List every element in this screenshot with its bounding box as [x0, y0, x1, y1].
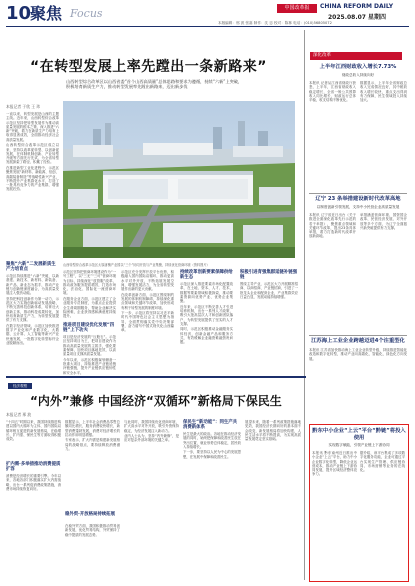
paragraph: 同时，示范区积极推动金融服务实体经济，创新金融产品和服务方式，有效缓解企业融资难融资贵问题。: [180, 327, 233, 345]
bottom-column-1: [6, 420, 61, 460]
paragraph: 本报讯 江苏省加快推动海上工业企业转型升级，持续推进智能化改造和数字化转型，推动产业向高端化、智能化、绿色化方向发展。: [309, 348, 407, 361]
editor-credits: 本版编辑：邢 波 张嘉 制作：沈 忠 校对：陈林 电话：(010)56805072: [218, 21, 332, 25]
sidebar-divider: [309, 193, 407, 194]
paragraph: 本报讯 辽宁省近日出台《关于推进全面深化改革先行示范的若干举措》，聚焦重点领域和关键环节改革，提出23条具体举措，着力打造新时代改革开放新高地。: [309, 213, 356, 239]
paper-badge: 中国改革报: [277, 4, 317, 13]
photo-caption: 山西转型综合改革示范区太原唐槐产业园以“三个”协同开放与产业集聚，持续优化营商环境（资料图片）: [63, 263, 210, 267]
sidebar-tag: 深化改革: [313, 53, 331, 58]
lead-photo: [63, 101, 295, 258]
section-title-en: Focus: [70, 7, 103, 20]
lead-headline: “在转型发展上率先蹚出一条新路来”: [30, 59, 267, 75]
paragraph: 在改革创新方面，示范区围绕制约发展的体制机制障碍，持续深化重点领域和关键环节改革，加快形成有利于转型发展的制度环境。: [121, 292, 174, 310]
paragraph: 围绕主导产业，示范区大力开展精准招商、以商招商、产业链招商，引进了一批龙头企业和配套企业，产业集群效应日益凸显，发展动能持续增强。: [240, 282, 298, 299]
paragraph: 坚持把科技创新作为第一动力，示范区大力实施创新驱动发展战略，不断完善科技创新体系，培育壮大创新主体，推动科技成果转化，加快培育新质生产力，为转型发展提供了有力支撑。: [6, 296, 59, 323]
sidebar-item-3-title: 江苏海上工业企业跨越迈进4个注重型化: [311, 338, 405, 344]
bottom-section-rule: [6, 376, 306, 378]
lead-column-3: [121, 270, 174, 371]
lead-column-5: [240, 282, 298, 371]
paragraph: 在服务企业方面，示范区建立了企业服务专员制度，为重点企业提供全生命周期服务，帮助企业解决实际困难，企业获得感和满意度持续提升。: [63, 296, 116, 319]
lead-subhead-3: 持续改革创新要素保障供给新生态: [180, 270, 233, 281]
sidebar-item-2-title: 辽宁 23 条举措建设新时代改革高地: [315, 196, 401, 202]
paragraph: 今年以来，示范区积极谋划储备一批重大项目，持续推进产业链延链补链强链，提升产业链供应链韧性和安全水平。: [63, 357, 116, 375]
paragraph: 本报讯 黔东南州近日推出中小企业“上云”平台，助力中小企业数字化转型，降低企业运营成本，推动产业链上下游协同发展，提升区域经济整体竞争力。: [312, 451, 357, 477]
sidebar-item-3-text: [309, 348, 407, 420]
sidebar-item-1-title: 上半年江西财政收入增长7.73%: [319, 64, 397, 70]
bottom-subhead-2: 稳外贸·开放格局持续拓展: [65, 512, 115, 517]
paragraph: 示范区充分发挥开放平台优势，积极融入国内国际双循环，推动更高水平对外开放，不断拓展发展空间，增强发展活力，为全省转型发展作出新的更大贡献。: [121, 270, 174, 292]
sidebar-item-2-col-b: [360, 213, 407, 333]
paragraph: 近年来，示范区不断完善人才引进培养机制，出台一系列人才政策，吸引大批高层次人才和创新团队落户，为转型发展提供了坚实的人才支撑。: [180, 304, 233, 326]
sidebar-tag-bar: [310, 52, 402, 60]
paragraph: 据介绍，该平台集成了多项数字化服务功能，企业可通过平台实现生产管理、供应链协同、市场营销等业务的在线化。: [360, 451, 405, 473]
paragraph: 在数字经济领域，示范区加快推进数字产业化和产业数字化，大数据、云计算、人工智能等新兴产业快速发展，一批数字化转型标杆企业脱颖而出。: [6, 323, 59, 345]
issue-date: 2025.08.07 星期四: [328, 14, 387, 21]
paragraph: 消费是经济增长的重要引擎。今年以来，各地各部门积极落实扩大内需战略，出台一系列促消费政策措施，消费市场持续恢复向好。: [6, 474, 61, 491]
industrial-park-illustration: [63, 101, 295, 258]
paragraph: 示范区深入推进要素市场化配置改革，在土地、资本、人才、技术、数据等要素领域积极探索，推动要素资源向优势产业、优势企业集聚。: [180, 282, 233, 304]
lead-subhead-1: 聚焦“六新”二发展新质生产力培育点: [6, 262, 56, 273]
sidebar-item-4-subtitle: 实现数字赋能，引领产业链上下游协同: [328, 443, 390, 447]
bottom-section-label: 经济观察: [8, 383, 32, 389]
paragraph: 展望未来，随着一系列政策措施落地见效，我国经济长期向好的基本面不会改变，新发展格局将加快构建，人民生活水平将不断提高，为实现高质量发展奠定坚实基础。: [245, 420, 301, 442]
header-rule: [6, 26, 409, 27]
lead-column-4: [180, 282, 233, 371]
lead-subhead-2: 推进项目建设优化发展“四链”上下功夫: [63, 323, 115, 334]
lead-subhead-4: 积极引进育强集群延链补链强链: [240, 270, 298, 281]
bottom-column-3: [124, 420, 179, 580]
bottom-column-2b: [65, 524, 120, 580]
column-divider: [304, 30, 305, 580]
sidebar-item-4-col-a: [312, 451, 357, 577]
paragraph: 业内人士认为，坚持“内外兼修”，是应对复杂外部环境的关键之举。: [124, 434, 179, 443]
lead-column-1b: [6, 274, 59, 370]
lead-subheadline: 山西转型综合改革区以山西省委“首个山西高质量”总体思路和要求为遵循，持续“六新”上突破，积极培育新质生产力，推动转型发展率先蹚出新路来，迈出新步伐: [66, 79, 243, 90]
bottom-headline: “内外”兼修 中国经济“双循环”新格局下保民生: [30, 394, 282, 408]
paragraph: 示范区坚持把营商环境建设作为“一号工程”，以“三无”“三可”营商环境为目标，持续深化“放管服”改革，推动政务服务提质增效，打造市场化、法治化、国际化一流营商环境。: [63, 270, 116, 296]
paragraph: “十四五”时期以来，我国持续推进构建以国内大循环为主体、国内国际双循环相互促进的新发展格局，在稳增长、扩内需、保民生等方面取得积极成效。: [6, 420, 61, 442]
bottom-subhead-3: 保民生“新动能”：同生产共消费新体系: [183, 420, 238, 431]
bottom-column-1b: [6, 474, 61, 580]
sidebar-divider: [309, 335, 407, 336]
paragraph: 数据显示，上半年全省财政总收入完成情况良好，其中税收收入增长较快，重点支出得到有力保障，民生领域投入持续加大。: [360, 81, 407, 103]
lead-column-1: [6, 112, 59, 260]
bottom-column-4: [183, 432, 241, 580]
paragraph: 专家表示，扩大内需是构建新发展格局的战略基点，要持续释放消费潜力。: [65, 438, 120, 451]
paragraph: 在推进新型工业化进程中，示范区聚焦发展“新材料、新能源、信创、高端装备制造”等战略性新兴产业，不断提升产业集群化水平，打造了一批具有竞争力的产业集群，增强发展后劲。: [6, 165, 59, 192]
bottom-column-2: [65, 420, 120, 510]
sidebar-item-1-col-b: [360, 81, 407, 191]
sidebar-item-4-title: 黔东中小企业“上云”平台“黔链”将投入使用: [312, 428, 406, 441]
paragraph: 民生是最大的政治。各地在推动经济发展的同时，始终把保障和改善民生放在突出位置，就业形势总体稳定，居民收入持续增长。: [183, 432, 241, 449]
paragraph: 下一步，示范区将坚持以习近平新时代中国特色社会主义思想为指导，全面贯彻落实党中央决策部署，奋力谱写中国式现代化山西篇章。: [121, 311, 174, 333]
lead-byline: 本报记者 于欣 王 玮: [6, 104, 40, 109]
paper-name-en: CHINA REFORM DAILY: [320, 3, 394, 10]
paragraph: 示范区持续推进“六新”突破，以新基建、新技术、新材料、新装备、新产品、新业态为抓手，推动产业链与创新链深度融合，为高质量发展注入强劲动能。: [6, 274, 59, 296]
sidebar-item-2-col-a: [309, 213, 356, 333]
sidebar-item-1-subtitle: 财政总收入持续向好: [341, 73, 375, 77]
paragraph: 下一步，要坚持以人民为中心的发展思想，在发展中保障和改善民生。: [183, 450, 241, 459]
paragraph: 山西转型综合改革示范区成立以来，坚持以改革促转型、以创新促发展，在体制机制创新、产业转型升级等方面先行先试，为全省转型发展探索了路径、积累了经验。: [6, 143, 59, 165]
section-title: 聚焦: [30, 4, 63, 23]
sidebar-item-1-col-a: [309, 81, 356, 191]
bottom-subhead-1: 扩内需·多举措推动消费提质扩容: [6, 462, 61, 473]
page-number: 10: [6, 3, 32, 24]
paragraph: 项目是经济发展的“压舱石”。示范区坚持项目为王，把项目建设作为推动高质量发展的主抓手，强化要素保障，加快项目落地见效，以高质量项目支撑高质量发展。: [63, 335, 116, 357]
bottom-byline: 本报记者 邢 波: [6, 412, 32, 417]
lead-column-2: [63, 270, 116, 322]
paragraph: 举措涵盖营商环境、国资国企改革、民营经济发展、对外开放等多个方面，为辽宁全面振兴新突破提供有力支撑。: [360, 213, 407, 230]
paragraph: 一直以来，转型发展是山西的主题主线。近年来，山西转型综合改革示范区坚持把转型发展作为推动高质量发展的根本之策，深入推进“六新”突破，着力在新质生产力培育上取得显著成效，全面推动经济社会高质量发展。: [6, 112, 59, 142]
paragraph: 在稳外贸方面，我国积极推动贸易创新发展，优化贸易结构，外贸保持了稳中提质的发展态势。: [65, 524, 120, 537]
lead-column-2b: [63, 335, 116, 375]
paragraph: 本报讯 记者从江西省财政厅获悉，上半年，江西省财政收入稳定增长，全省一般公共预算收入同比增长，财政运行总体平稳，收支结构不断优化。: [309, 81, 356, 103]
sidebar-item-4-col-b: [360, 451, 405, 577]
sidebar-item-2-subtitle: 以制度创新引领发展，支持中小民营企业高质量发展: [316, 205, 400, 209]
bottom-column-5: [245, 420, 301, 580]
paragraph: 与此同时，我国持续优化营商环境，扩大高水平对外开放，吸引外资保持稳定，为经济发展注入新动力。: [124, 420, 179, 433]
paragraph: 数据显示，上半年社会消费品零售总额同比增长，服务消费较快增长，新型消费蓬勃发展，消费对经济增长的拉动作用明显增强。: [65, 420, 120, 437]
